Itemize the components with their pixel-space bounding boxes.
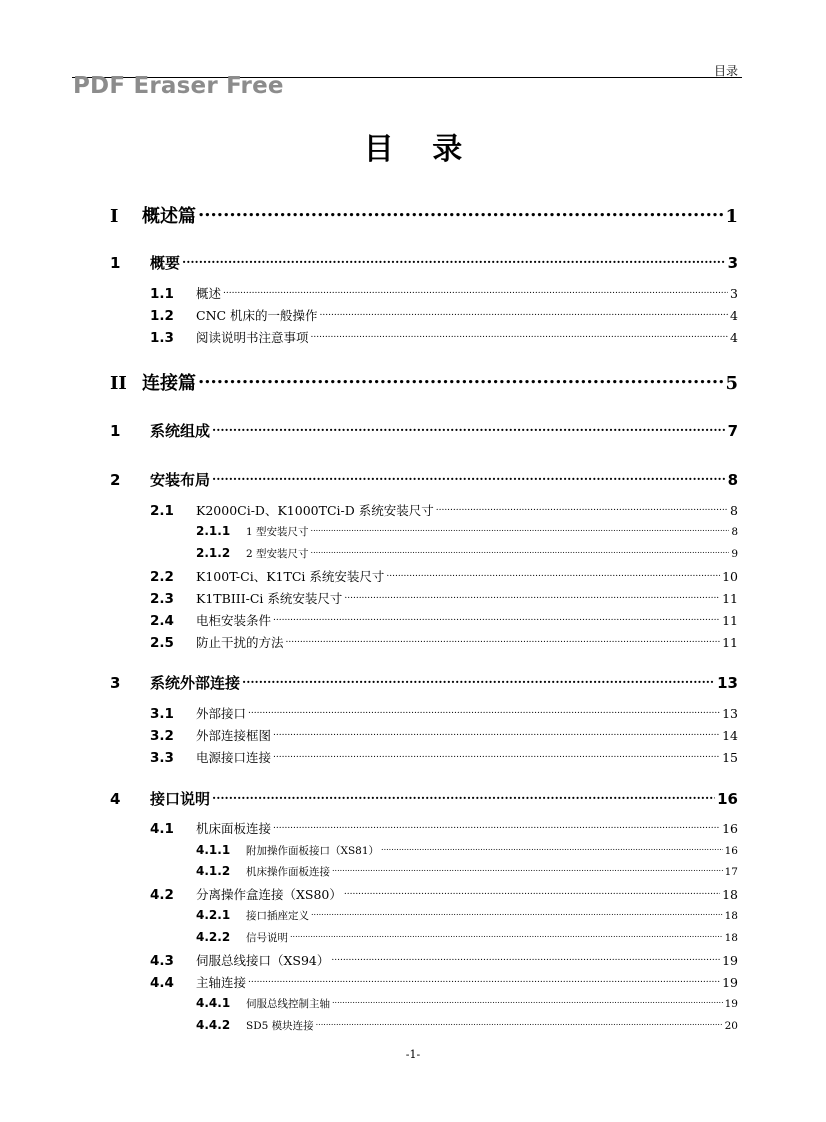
toc-entry-number: 4.2.2 xyxy=(196,930,231,944)
toc-entry-number: 3.3 xyxy=(150,750,174,766)
toc-dot-leader xyxy=(273,610,720,625)
toc-entry[interactable] xyxy=(150,884,738,901)
toc-entry-page: 19 xyxy=(722,975,738,990)
toc-entry[interactable] xyxy=(150,305,738,322)
watermark: PDF Eraser Free xyxy=(73,73,284,99)
toc-entry-title: 电源接口连接 xyxy=(196,750,272,765)
toc-entry-number: 1 xyxy=(110,254,121,272)
toc-entry-page: 8 xyxy=(730,503,738,518)
toc-entry[interactable] xyxy=(110,670,738,690)
toc-entry-page: 8 xyxy=(727,471,738,489)
toc-entry-number: 4.1.1 xyxy=(196,843,231,857)
toc-entry-number: 2.1 xyxy=(150,503,174,519)
toc-entry-page: 3 xyxy=(730,286,738,301)
toc-entry-title: CNC 机床的一般操作 xyxy=(196,308,318,323)
toc-entry-number: 2.2 xyxy=(150,569,174,585)
toc-dot-leader xyxy=(381,841,723,854)
toc-entry[interactable] xyxy=(150,588,738,605)
toc-entry-number: 1.2 xyxy=(150,308,174,324)
toc-entry[interactable] xyxy=(196,841,738,856)
toc-entry-title: 连接篇 xyxy=(142,373,196,394)
toc-dot-leader xyxy=(198,367,723,389)
toc-dot-leader xyxy=(311,544,730,557)
toc-entry-number: 4.1.2 xyxy=(196,864,231,878)
toc-entry-title: 概述 xyxy=(196,286,222,301)
toc-entry-number: 4.2 xyxy=(150,887,174,903)
toc-dot-leader xyxy=(273,747,720,762)
toc-dot-leader xyxy=(248,703,720,718)
page-header-label: 目录 xyxy=(713,64,738,78)
toc-entry[interactable] xyxy=(196,1016,738,1031)
toc-entry-page: 18 xyxy=(724,910,738,922)
toc-entry-number: 2.3 xyxy=(150,591,174,607)
toc-entry-title: 伺服总线接口（XS94） xyxy=(196,953,330,968)
toc-entry-number: 1.3 xyxy=(150,330,174,346)
toc-entry-page: 11 xyxy=(722,613,738,628)
toc-entry-page: 16 xyxy=(724,845,738,857)
toc-entry-number: 2 xyxy=(110,471,121,489)
toc-dot-leader xyxy=(198,200,723,222)
toc-dot-leader xyxy=(212,418,726,436)
toc-entry-page: 5 xyxy=(725,373,738,394)
toc-entry[interactable] xyxy=(150,703,738,720)
toc-entry-number: 3.1 xyxy=(150,706,174,722)
toc-entry[interactable] xyxy=(196,544,738,559)
toc-entry[interactable] xyxy=(196,906,738,921)
toc-entry-title: 阅读说明书注意事项 xyxy=(196,330,309,345)
toc-dot-leader xyxy=(223,283,728,298)
toc-entry-page: 13 xyxy=(722,706,738,721)
toc-entry-number: 4 xyxy=(110,790,121,808)
toc-entry-page: 15 xyxy=(722,750,738,765)
toc-entry-number: 3.2 xyxy=(150,728,174,744)
toc-entry-number: 4.4.2 xyxy=(196,1018,231,1032)
toc-dot-leader xyxy=(248,972,720,987)
toc-entry-title: K2000Ci-D、K1000TCi-D 系统安装尺寸 xyxy=(196,503,434,518)
toc-entry-page: 4 xyxy=(730,330,738,345)
toc-entry[interactable] xyxy=(150,950,738,967)
toc-entry-title: 外部连接框图 xyxy=(196,728,272,743)
toc-entry-title: 信号说明 xyxy=(246,932,288,944)
toc-entry-title: 系统外部连接 xyxy=(150,674,241,692)
toc-entry-page: 1 xyxy=(725,206,738,227)
toc-entry-number: 4.2.1 xyxy=(196,908,231,922)
toc-entry[interactable] xyxy=(196,994,738,1009)
toc-entry-title: 电柜安装条件 xyxy=(196,613,272,628)
toc-entry-page: 8 xyxy=(731,526,738,538)
toc-entry-number: 3 xyxy=(110,674,121,692)
toc-entry-title: 外部接口 xyxy=(196,706,247,721)
toc-entry-page: 11 xyxy=(722,591,738,606)
toc-dot-leader xyxy=(320,305,729,320)
toc-entry[interactable] xyxy=(150,818,738,835)
toc-entry[interactable] xyxy=(110,467,738,487)
toc-entry-page: 7 xyxy=(727,422,738,440)
toc-dot-leader xyxy=(286,632,721,647)
toc-dot-leader xyxy=(311,906,723,919)
footer-page-number: -1- xyxy=(405,1048,421,1061)
toc-entry-page: 10 xyxy=(722,569,738,584)
toc-entry-number: 4.4.1 xyxy=(196,996,231,1010)
toc-entry-page: 14 xyxy=(722,728,738,743)
toc-entry-title: 附加操作面板接口（XS81） xyxy=(246,845,380,857)
toc-entry-title: 伺服总线控制主轴 xyxy=(246,998,330,1010)
toc-entry-page: 16 xyxy=(717,790,738,808)
toc-dot-leader xyxy=(311,327,729,342)
toc-dot-leader xyxy=(182,250,726,268)
toc-dot-leader xyxy=(311,522,730,535)
toc-dot-leader xyxy=(386,566,720,581)
toc-entry-number: 4.4 xyxy=(150,975,174,991)
toc-entry-number: 1 xyxy=(110,422,121,440)
toc-entry[interactable] xyxy=(196,928,738,943)
toc-entry-page: 17 xyxy=(724,866,738,878)
toc-entry-title: SD5 模块连接 xyxy=(246,1020,314,1032)
toc-dot-leader xyxy=(273,818,720,833)
toc-entry-title: 系统组成 xyxy=(150,422,211,440)
toc-entry-title: 主轴连接 xyxy=(196,975,247,990)
toc-dot-leader xyxy=(332,994,723,1007)
toc-dot-leader xyxy=(273,725,720,740)
toc-dot-leader xyxy=(436,500,728,515)
toc-entry[interactable] xyxy=(150,327,738,344)
toc-entry-title: 1 型安装尺寸 xyxy=(246,526,309,538)
toc-entry[interactable] xyxy=(150,610,738,627)
toc-entry-page: 16 xyxy=(722,821,738,836)
toc-entry[interactable] xyxy=(110,200,738,227)
toc-entry-title: 机床操作面板连接 xyxy=(246,866,330,878)
toc-entry-page: 4 xyxy=(730,308,738,323)
toc-entry[interactable] xyxy=(150,725,738,742)
toc-entry-title: 接口说明 xyxy=(150,790,211,808)
toc-entry-number: 4.3 xyxy=(150,953,174,969)
toc-entry[interactable] xyxy=(196,862,738,877)
toc-dot-leader xyxy=(290,928,723,941)
toc-entry-number: I xyxy=(110,206,119,227)
toc-dot-leader xyxy=(242,670,715,688)
document-title: 目 录 xyxy=(363,132,477,167)
toc-dot-leader xyxy=(212,467,726,485)
toc-entry[interactable] xyxy=(110,367,738,394)
toc-entry[interactable] xyxy=(110,786,738,806)
toc-entry-number: II xyxy=(110,373,127,394)
toc-dot-leader xyxy=(332,862,723,875)
toc-entry[interactable] xyxy=(150,972,738,989)
toc-entry-number: 4.1 xyxy=(150,821,174,837)
toc-entry-page: 18 xyxy=(724,932,738,944)
toc-entry-title: 接口插座定义 xyxy=(246,910,309,922)
toc-entry-title: 机床面板连接 xyxy=(196,821,272,836)
toc-entry-title: 安装布局 xyxy=(150,471,211,489)
toc-entry-page: 13 xyxy=(717,674,738,692)
toc-entry-page: 11 xyxy=(722,635,738,650)
toc-entry-page: 3 xyxy=(727,254,738,272)
toc-entry-title: 概要 xyxy=(150,254,181,272)
toc-dot-leader xyxy=(344,588,720,603)
toc-entry[interactable] xyxy=(110,418,738,438)
toc-entry-number: 2.1.2 xyxy=(196,546,231,560)
toc-entry[interactable] xyxy=(150,500,738,517)
toc-entry-title: 防止干扰的方法 xyxy=(196,635,284,650)
toc-entry-title: 分离操作盒连接（XS80） xyxy=(196,887,342,902)
toc-entry[interactable] xyxy=(150,566,738,583)
toc-entry-title: 2 型安装尺寸 xyxy=(246,548,309,560)
toc-dot-leader xyxy=(344,884,720,899)
toc-entry-title: K1TBIII-Ci 系统安装尺寸 xyxy=(196,591,343,606)
toc-entry-number: 2.5 xyxy=(150,635,174,651)
toc-entry-page: 9 xyxy=(731,548,738,560)
toc-entry[interactable] xyxy=(196,522,738,537)
toc-entry-title: 概述篇 xyxy=(142,206,196,227)
toc-entry-title: K100T-Ci、K1TCi 系统安装尺寸 xyxy=(196,569,385,584)
toc-entry[interactable] xyxy=(150,747,738,764)
toc-dot-leader xyxy=(331,950,720,965)
toc-dot-leader xyxy=(316,1016,723,1029)
toc-entry[interactable] xyxy=(150,632,738,649)
toc-entry[interactable] xyxy=(110,250,738,270)
toc-entry-number: 2.1.1 xyxy=(196,524,231,538)
toc-entry-number: 1.1 xyxy=(150,286,174,302)
toc-entry-number: 2.4 xyxy=(150,613,174,629)
toc-entry-page: 19 xyxy=(722,953,738,968)
toc-entry[interactable] xyxy=(150,283,738,300)
toc-entry-page: 19 xyxy=(724,998,738,1010)
toc-entry-page: 18 xyxy=(722,887,738,902)
toc-entry-page: 20 xyxy=(724,1020,738,1032)
toc-dot-leader xyxy=(212,786,715,804)
